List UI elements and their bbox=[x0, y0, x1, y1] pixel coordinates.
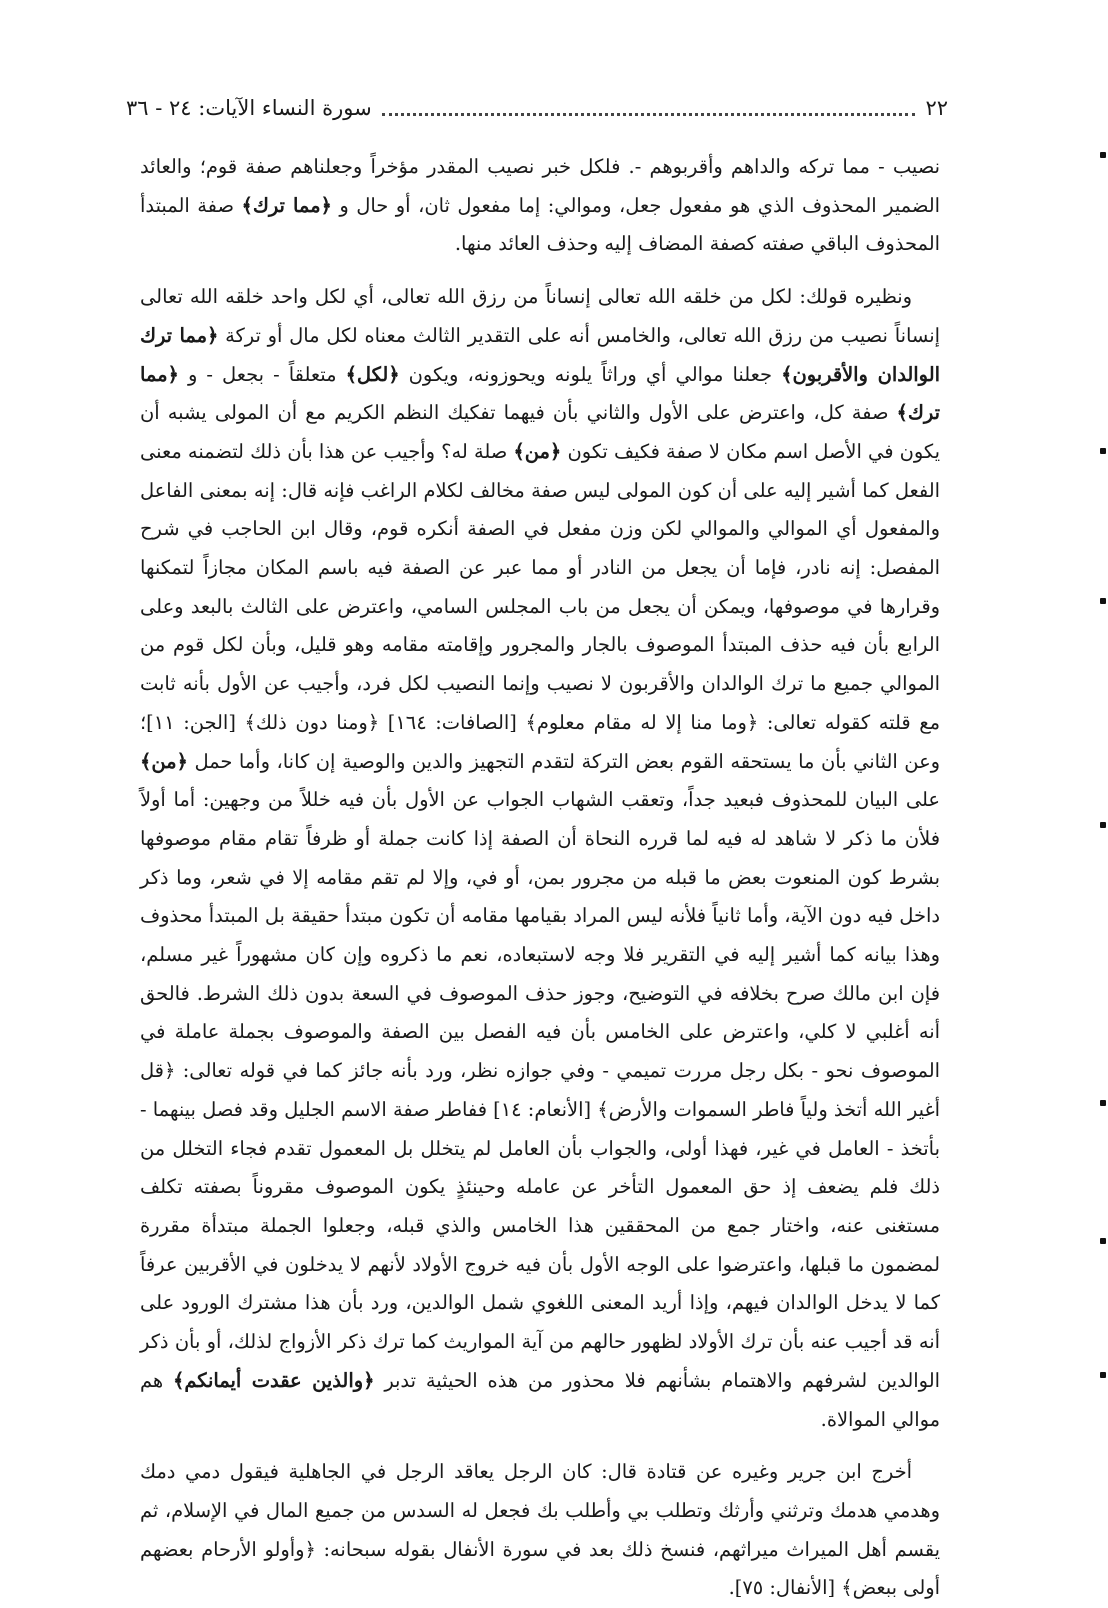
text-run: ونظيره قولك: لكل من خلقه الله تعالى إنساناً من رزق الله تعالى، أي لكل واحد خلقه الله تعالى إنساناً نصيب من رزق الله تعالى، والخامس أنه على التقدير الثالث معناه لكل مال أو تركة bbox=[140, 285, 940, 347]
text-run: صفة كل، واعترض على الأول والثاني بأن فيهما تفكيك النظم الكريم مع أن المولى يشبه أن يكون في الأصل اسم مكان لا صفة فكيف تكون bbox=[140, 401, 940, 463]
text-run: هم موالي الموالاة. bbox=[140, 1368, 940, 1431]
margin-mark bbox=[1100, 1100, 1106, 1106]
paragraph-3 bbox=[140, 1453, 940, 1608]
text-run: صلة له؟ وأجيب عن هذا بأن ذلك لتضمنه معنى الفعل كما أشير إليه على أن كون المولى ليس صفة مخالف لكلام الراغب فإنه قال: إنه بمعنى الفاعل والمفعول أي الموالي والموالي لكن وزن مفعل في الصفة أنكره قوم، وقال ابن الحاجب في شرح المفصل: إنه نادر، فإما أن يجعل من النادر أو مما عبر عن الصفة فيه باسم المكان مجازاً لتمكنها وقرارها في موصوفها، ويمكن أن يجعل من باب المجلس السامي، واعترض على الثالث بالبعد وعلى الرابع بأن فيه حذف المبتدأ الموصوف بالجار والمجرور وإقامته مقامه وهو قليل، وبأن لكل قوم من الموالي جميع ما ترك الوالدان والأقربون لا نصيب وإنما النصيب لكل فرد، وأجيب عن الأول بأنه ثابت مع قلته كقوله تعالى: bbox=[140, 439, 941, 734]
citation: [الأنفال: ٧٥]. bbox=[728, 1576, 842, 1600]
header-dotted-leader bbox=[382, 113, 916, 116]
quran-quote: ﴿مما ترك﴾ bbox=[241, 193, 332, 217]
quran-quote: ﴿والذين عقدت أيمانكم﴾ bbox=[173, 1368, 375, 1392]
margin-mark bbox=[1100, 598, 1106, 604]
margin-mark bbox=[1100, 152, 1106, 158]
margin-mark bbox=[1100, 448, 1106, 454]
text-run: صفة المبتدأ المحذوف الباقي صفته كصفة المضاف إليه وحذف العائد منها. bbox=[140, 193, 940, 256]
text-run: متعلقاً - بجعل - و bbox=[178, 362, 346, 386]
margin-mark bbox=[1100, 1238, 1106, 1244]
page-header bbox=[126, 88, 948, 128]
paragraph-1 bbox=[140, 148, 940, 264]
page-number: ٢٢ bbox=[925, 96, 948, 120]
quran-quote: ﴿قل أغير الله أتخذ ولياً فاطر السموات والأرض﴾ bbox=[140, 1059, 940, 1121]
quran-quote: ﴿ومنا دون ذلك﴾ bbox=[244, 710, 380, 734]
text-run: نصيب - مما تركه والداهم وأقربوهم -. فلكل خبر نصيب المقدر مؤخراً وجعلناهم صفة قوم؛ والعائد الضمير المحذوف الذي هو مفعول جعل، وموالي: إما مفعول ثان، أو حال و bbox=[140, 155, 940, 217]
quran-quote: ﴿مما ترك الوالدان والأقربون﴾ bbox=[140, 323, 940, 386]
margin-mark bbox=[1100, 1372, 1106, 1378]
text-run: [الأنعام: ١٤] ففاطر صفة الاسم الجليل وقد فصل بينهما - بأتخذ - العامل في غير، فهذا أولى، والجواب بأن العامل لم يتخلل بل المعمول تقدم فجاء التخلل من ذلك فلم يضعف إذ حق المعمول التأخر عن عامله وحينئذٍ يكون الموصوف مقروناً بصفته تكلف مستغنى عنه، واختار جمع من المحققين هذا الخامس والذي قبله، وجعلوا الجملة مبتدأة مقررة لمضمون ما قبلها، واعترضوا على الوجه الأول بأن فيه خروج الأولاد لأنهم لا يدخلون في الأقربين عرفاً كما لا يدخل الوالدان فيهم، وإذا أريد المعنى اللغوي شمل الوالدين، ورد بأن هذا مشترك الورود على أنه قد أجيب عنه بأن ترك الأولاد لظهور حالهم من آية المواريث كما ترك ذكر الأزواج لذلك، أو بأن ذكر الوالدين لشرفهم والاهتمام بشأنهم فلا محذور من هذه الحيثية تدبر bbox=[140, 1097, 940, 1392]
quran-quote: ﴿من﴾ bbox=[140, 749, 188, 773]
running-title: سورة النساء الآيات: ٢٤ - ٣٦ bbox=[126, 96, 372, 120]
quran-quote: ﴿وما منا إلا له مقام معلوم﴾ bbox=[525, 710, 759, 734]
body-text bbox=[140, 148, 940, 1608]
text-run: [الجن: ١١]؛ وعن الثاني بأن ما يستحقه القوم بعض التركة لتقدم التجهيز والدين والوصية إن كانا، وأما حمل bbox=[140, 710, 940, 773]
quran-quote: ﴿من﴾ bbox=[513, 439, 562, 463]
text-run: جعلنا موالي أي وراثاً يلونه ويحوزونه، ويكون bbox=[399, 362, 782, 386]
quran-quote: ﴿مما ترك﴾ bbox=[140, 362, 940, 425]
quran-quote: ﴿لكل﴾ bbox=[345, 362, 400, 386]
citation: [الصافات: ١٦٤] bbox=[379, 710, 526, 734]
text-run: على البيان للمحذوف فبعيد جداً، وتعقب الشهاب الجواب عن الأول بأن فيه خللاً من وجهين: أما أولاً فلأن ما ذكر لا شاهد له فيه لما قرره النحاة أن الصفة إذا كانت جملة أو ظرفاً تقام مقام موصوفها بشرط كون المنعوت بعض ما قبله من مجرور بمن، أو في، وإلا لم تقم مقامه إلا في شعر، وما ذكر داخل فيه دون الآية، وأما ثانياً فلأنه ليس المراد بقيامها مقامه أن تكون مبتدأ حقيقة بل المبتدأ محذوف وهذا بيانه كما أشير إليه في التقرير فلا وجه لاستبعاده، نعم ما ذكروه وإن كان مشهوراً غير مسلم، فإن ابن مالك صرح بخلافه في التوضيح، وجوز حذف الموصوف في السعة بدون ذلك الشرط. فالحق أنه أغلبي لا كلي، واعترض على الخامس بأن فيه الفصل بين الصفة والموصوف بجملة عاملة في الموصوف نحو - بكل رجل مررت تميمي - وفي جوازه نظر، ورد بأنه جائز كما في قوله تعالى: bbox=[140, 788, 940, 1083]
text-run: أخرج ابن جرير وغيره عن قتادة قال: كان الرجل يعاقد الرجل في الجاهلية فيقول دمي دمك وهدمي هدمك وترثني وأرثك وتطلب بي وأطلب بك فجعل له السدس من جميع المال في الإسلام، ثم يقسم أهل الميراث ميراثهم، فنسخ ذلك بعد في سورة الأنفال بقوله سبحانه: bbox=[140, 1460, 940, 1561]
paragraph-2 bbox=[140, 278, 940, 1439]
quran-quote: ﴿وأولو الأرحام بعضهم أولى ببعض﴾ bbox=[140, 1537, 940, 1600]
margin-mark bbox=[1100, 822, 1106, 828]
